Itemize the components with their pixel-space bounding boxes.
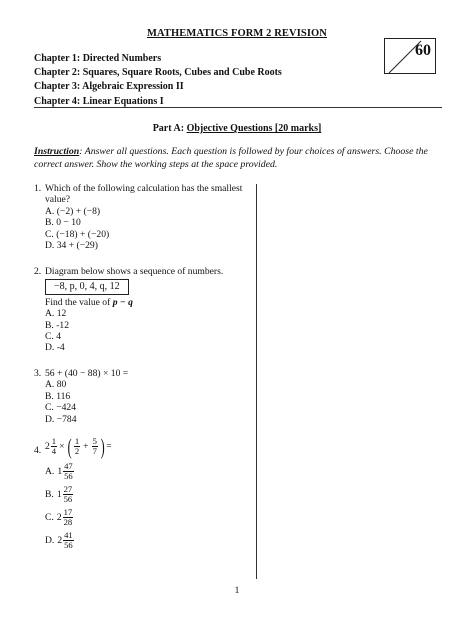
question-expression <box>45 433 112 459</box>
option-a: A. 1 $\frac{47}{56}$ <box>45 461 73 481</box>
total-score: 60 <box>415 42 431 59</box>
expr-fraction-1: $\frac{1}{4}$ <box>51 436 57 456</box>
find-prefix: Find the value of <box>45 296 113 308</box>
chapter-3: Chapter 3: Algebraic Expression II <box>34 81 184 93</box>
expr-times: × <box>59 440 65 452</box>
part-title: Objective Questions [20 marks] <box>186 123 322 134</box>
question-text: 56 + (40 − 88) × 10 = <box>45 368 129 379</box>
option-d: D. −784 <box>45 413 77 425</box>
find-expression: p − q <box>112 296 133 308</box>
instruction-label: Instruction <box>34 146 80 157</box>
option-d: D. -4 <box>45 342 65 354</box>
chapter-list <box>34 52 282 109</box>
sequence-box: −8, p, 0, 4, q, 12 <box>45 279 129 294</box>
question-number: 4. <box>34 445 42 456</box>
chapter-1: Chapter 1: Directed Numbers <box>34 53 162 64</box>
score-box <box>384 38 436 74</box>
part-heading <box>0 123 474 134</box>
option-c: C. 2 $\frac{17}{28}$ <box>45 507 73 527</box>
question-number: 3. <box>34 368 42 379</box>
option-b: B. 1 $\frac{27}{56}$ <box>45 484 73 504</box>
header-divider <box>34 107 442 108</box>
option-c: C. (−18) + (−20) <box>45 228 110 240</box>
expr-equals: = <box>106 440 112 452</box>
question-number: 1. <box>34 183 42 194</box>
instruction-text: : Answer all questions. Each question is followed by four choices of answers. Choose the correct answer. Show the working steps at the space provided. <box>34 146 428 170</box>
option-a: A. 80 <box>45 379 67 391</box>
question-text: Which of the following calculation has the smallest value? <box>45 183 243 206</box>
option-c: C. 4 <box>45 331 61 343</box>
option-a: A. 12 <box>45 308 67 320</box>
find-line <box>45 297 250 308</box>
option-c: C. −424 <box>45 402 76 414</box>
question-text: Diagram below shows a sequence of numbers. <box>45 266 224 277</box>
expr-fraction-2: $\frac{1}{2}$ <box>74 436 80 456</box>
left-paren: ( <box>67 433 72 459</box>
expr-plus: + <box>83 440 89 452</box>
option-a: A. (−2) + (−8) <box>45 205 101 217</box>
question-number: 2. <box>34 266 42 277</box>
page-title: MATHEMATICS FORM 2 REVISION <box>147 28 327 39</box>
page-number: 1 <box>234 586 240 596</box>
option-b: B. 0 − 10 <box>45 217 81 229</box>
working-space-divider <box>256 184 257 579</box>
option-d: D. 2 $\frac{41}{56}$ <box>45 530 73 550</box>
chapter-4: Chapter 4: Linear Equations I <box>34 95 164 107</box>
right-paren: ) <box>100 433 105 459</box>
option-b: B. -12 <box>45 319 69 331</box>
option-d: D. 34 + (−29) <box>45 240 98 252</box>
option-b: B. 116 <box>45 390 71 402</box>
instruction <box>34 145 444 171</box>
part-prefix: Part A: <box>152 123 187 134</box>
expr-whole: 2 <box>45 440 50 452</box>
chapter-2: Chapter 2: Squares, Square Roots, Cubes and Cube Roots <box>34 67 282 79</box>
expr-fraction-3: $\frac{5}{7}$ <box>92 436 97 456</box>
